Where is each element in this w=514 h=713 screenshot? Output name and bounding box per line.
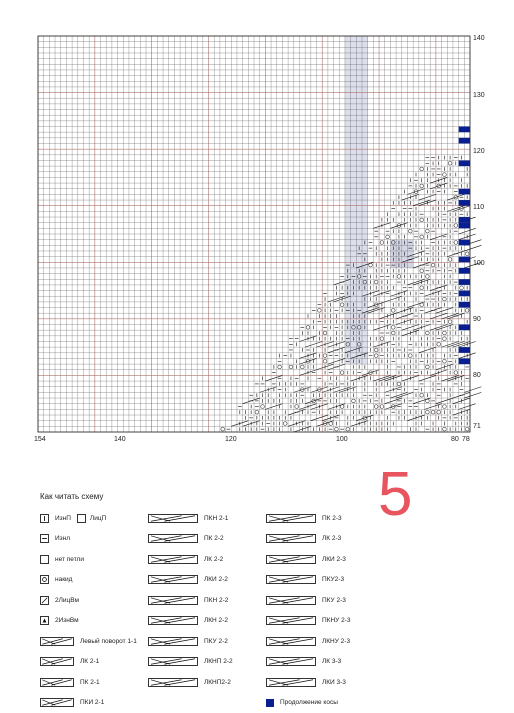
legend-label: ИзнП: [55, 515, 71, 522]
yarn-over-icon: [40, 575, 49, 584]
legend-label: ПКИ 2-1: [80, 699, 104, 706]
bottom-axis-label: 140: [114, 436, 126, 443]
cable-pkn21-icon: [148, 514, 198, 523]
legend-item: [40, 672, 137, 693]
stitch-mark: [443, 337, 447, 341]
legend-label: ПК 2-1: [80, 679, 100, 686]
legend-label: нет петли: [55, 556, 84, 563]
right-axis-label: 120: [473, 148, 485, 155]
legend-item: [40, 693, 137, 713]
cable-lk21-icon: [40, 657, 74, 666]
legend-column-2: [148, 508, 233, 693]
legend-column-3: [266, 508, 350, 713]
continuation-square: [459, 240, 470, 246]
stitch-mark: [443, 331, 447, 335]
stitch-mark: [408, 229, 412, 233]
bottom-axis-label: 78: [462, 436, 470, 443]
stitch-mark: [374, 348, 378, 352]
legend-label: ПКУ 2-2: [204, 638, 228, 645]
cable-lk23-icon: [266, 534, 316, 543]
legend-label: ПКН 2-1: [204, 515, 228, 522]
legend-item: [148, 549, 233, 570]
cable-pk21-icon: [40, 678, 74, 687]
stitch-mark: [425, 275, 429, 279]
continuation-square: [459, 217, 470, 223]
stitch-mark: [454, 224, 458, 228]
continuation-square: [459, 302, 470, 308]
stitch-mark: [261, 405, 265, 409]
stitch-mark: [431, 263, 435, 267]
legend-label: ЛК 2-2: [204, 556, 223, 563]
stitch-mark: [465, 308, 469, 312]
stitch-mark: [448, 320, 452, 324]
legend-item: [40, 529, 137, 550]
front-stitch-icon: [77, 514, 86, 523]
legend-item: [40, 549, 137, 570]
stitch-mark: [397, 382, 401, 386]
legend-label: ЛКН 2-2: [204, 617, 228, 624]
stitch-mark: [221, 427, 225, 431]
right-axis-label: 100: [473, 260, 485, 267]
stitch-mark: [340, 405, 344, 409]
legend-label: ПК 2-2: [204, 535, 224, 542]
stitch-mark: [437, 410, 441, 414]
right-axis-label: 71: [473, 423, 481, 430]
stitch-mark: [443, 173, 447, 177]
continuation-square: [459, 358, 470, 364]
empty-cell-icon: [40, 555, 49, 564]
legend-label: ПКНУ 2-3: [322, 617, 350, 624]
right-axis-label: 140: [473, 35, 485, 42]
stitch-mark: [300, 365, 304, 369]
legend-label: ЛКНП2-2: [204, 679, 231, 686]
legend-item: [148, 590, 233, 611]
stitch-mark: [464, 387, 481, 393]
stitch-mark: [306, 325, 310, 329]
legend-label: 2ЛицВм: [55, 597, 79, 604]
stitch-mark: [386, 235, 390, 239]
stitch-mark: [420, 393, 424, 397]
cable-lki22-icon: [148, 575, 198, 584]
stitch-mark: [295, 405, 299, 409]
cable-pku23b-icon: [266, 596, 316, 605]
stitch-mark: [459, 228, 476, 234]
right-axis-label: 80: [473, 372, 481, 379]
legend-label: ЛК 2-3: [322, 535, 341, 542]
stitch-mark: [397, 275, 401, 279]
legend-label: ЛК 3-3: [322, 658, 341, 665]
stitch-mark: [448, 161, 452, 165]
legend-label: ЛКИ 2-2: [204, 576, 228, 583]
cable-pk22-icon: [148, 534, 198, 543]
stitch-mark: [454, 241, 458, 245]
legend-item: [40, 631, 137, 652]
legend-title: Как читать схему: [40, 492, 103, 501]
p2tog-icon: [40, 616, 49, 625]
stitch-mark: [420, 235, 424, 239]
bottom-axis-label: 80: [451, 436, 459, 443]
cable-lknp22b-icon: [148, 678, 198, 687]
continuation-square: [459, 268, 470, 274]
legend-label: ПКУ 2-3: [322, 597, 346, 604]
continuation-square: [459, 347, 470, 353]
stitch-mark: [420, 286, 424, 290]
legend-label: ПКН 2-2: [204, 597, 228, 604]
legend-item: [148, 652, 233, 673]
legend-label: Изнл: [55, 535, 70, 542]
legend-label: ЛицП: [90, 515, 106, 522]
cable-lki23-icon: [266, 555, 316, 564]
continuation-square: [459, 189, 470, 195]
legend-item: [266, 631, 350, 652]
continuation-square: [459, 325, 470, 331]
continuation-square: [459, 160, 470, 166]
bottom-axis-label: 100: [336, 436, 348, 443]
stitch-mark: [391, 325, 395, 329]
page-number: 5: [378, 464, 412, 526]
legend-item: [266, 672, 350, 693]
stitch-mark: [431, 410, 435, 414]
stitch-mark: [425, 331, 429, 335]
legend-column-1: [40, 508, 137, 713]
continuation-square: [459, 223, 470, 229]
legend-item: [40, 570, 137, 591]
stitch-mark: [329, 422, 333, 426]
legend-label: ПК 2-3: [322, 515, 342, 522]
legend-item: [266, 529, 350, 550]
stitch-mark: [391, 331, 395, 335]
stitch-mark: [340, 371, 344, 375]
legend-item: [266, 508, 350, 529]
continuation-square: [459, 279, 470, 285]
stitch-mark: [374, 405, 378, 409]
stitch-mark: [465, 427, 469, 431]
stitch-mark: [283, 422, 287, 426]
stitch-mark: [335, 427, 339, 431]
stitch-mark: [464, 245, 481, 251]
izn-icon: [40, 534, 49, 543]
bottom-axis-label: 154: [34, 436, 46, 443]
stitch-mark: [374, 354, 378, 358]
legend-label: накид: [55, 576, 72, 583]
stitch-mark: [408, 354, 412, 358]
legend-item: [148, 672, 233, 693]
legend-label: ЛКИ 3-3: [322, 679, 346, 686]
stitch-mark: [380, 241, 384, 245]
stitch-mark: [346, 427, 350, 431]
stitch-mark: [420, 218, 424, 222]
legend-label: ЛКИ 2-3: [322, 556, 346, 563]
legend-item: [266, 549, 350, 570]
stitch-mark: [255, 410, 259, 414]
stitch-mark: [289, 365, 293, 369]
stitch-mark: [352, 399, 356, 403]
cable-lkn22-icon: [148, 616, 198, 625]
stitch-mark: [420, 184, 424, 188]
stitch-mark: [380, 337, 384, 341]
bottom-axis-label: 120: [225, 436, 237, 443]
stitch-mark: [443, 297, 447, 301]
legend-label: Левый поворот 1-1: [80, 638, 137, 645]
stitch-mark: [374, 280, 378, 284]
right-axis-label: 110: [473, 204, 484, 211]
legend-item: [148, 611, 233, 632]
cable-pki21-icon: [40, 698, 74, 707]
stitch-mark: [425, 410, 429, 414]
stitch-mark: [323, 359, 327, 363]
continuation-square: [459, 200, 470, 206]
legend-item: [40, 652, 137, 673]
stitch-mark: [317, 308, 321, 312]
stitch-mark: [454, 371, 458, 375]
legend-item: [40, 508, 137, 529]
continuation-square: [459, 127, 470, 133]
legend-item: [40, 611, 137, 632]
stitch-mark: [419, 194, 436, 200]
stitch-mark: [448, 258, 452, 262]
stitch-mark: [323, 331, 327, 335]
izn-p-icon: [40, 514, 49, 523]
legend-label: ЛКНП 2-2: [204, 658, 233, 665]
left-turn-icon: [40, 637, 74, 646]
legend-label: ЛК 2-1: [80, 658, 99, 665]
stitch-mark: [420, 303, 424, 307]
stitch-mark: [437, 342, 441, 346]
continuation-square: [459, 138, 470, 144]
stitch-mark: [391, 308, 395, 312]
legend-label: ЛКНУ 2-3: [322, 638, 350, 645]
cable-pku22-icon: [148, 637, 198, 646]
stitch-mark: [380, 405, 384, 409]
stitch-mark: [460, 286, 464, 290]
legend-label: 2ИзнВм: [55, 617, 79, 624]
stitch-mark: [459, 404, 476, 410]
stitch-mark: [323, 354, 327, 358]
legend-item: [148, 529, 233, 550]
stitch-mark: [369, 263, 373, 267]
legend-item: [148, 508, 233, 529]
continuation-square: [459, 291, 470, 297]
legend-item: [40, 590, 137, 611]
stitch-mark: [420, 167, 424, 171]
cable-lknu23-icon: [266, 637, 316, 646]
stitch-mark: [443, 359, 447, 363]
cable-pkn22-icon: [148, 596, 198, 605]
stitch-mark: [425, 365, 429, 369]
legend-item: [266, 652, 350, 673]
legend-label: ПКУ2-3: [322, 576, 344, 583]
stitch-mark: [420, 269, 424, 273]
legend-item: [148, 570, 233, 591]
k2tog-icon: [40, 596, 49, 605]
blue-square-icon: [266, 699, 274, 707]
legend-item: [266, 590, 350, 611]
cable-lknp22-icon: [148, 657, 198, 666]
cable-pk23-icon: [266, 514, 316, 523]
stitch-mark: [419, 375, 436, 381]
stitch-mark: [443, 405, 447, 409]
stitch-mark: [443, 427, 447, 431]
legend-item: [266, 570, 350, 591]
right-axis-label: 130: [473, 92, 485, 99]
cable-lk22-icon: [148, 555, 198, 564]
cable-pknu23-icon: [266, 616, 316, 625]
stitch-mark: [278, 365, 282, 369]
cable-lki33-icon: [266, 678, 316, 687]
cable-pku23-icon: [266, 575, 316, 584]
right-axis-label: 90: [473, 316, 481, 323]
cable-lk33-icon: [266, 657, 316, 666]
stitch-mark: [340, 303, 344, 307]
legend-item: [266, 693, 350, 713]
legend-label: Продолжение косы: [280, 699, 338, 706]
stitch-mark: [425, 399, 429, 403]
stitch-mark: [465, 252, 469, 256]
legend-item: [266, 611, 350, 632]
continuation-square: [459, 257, 470, 263]
legend-item: [148, 631, 233, 652]
stitch-mark: [425, 229, 429, 233]
